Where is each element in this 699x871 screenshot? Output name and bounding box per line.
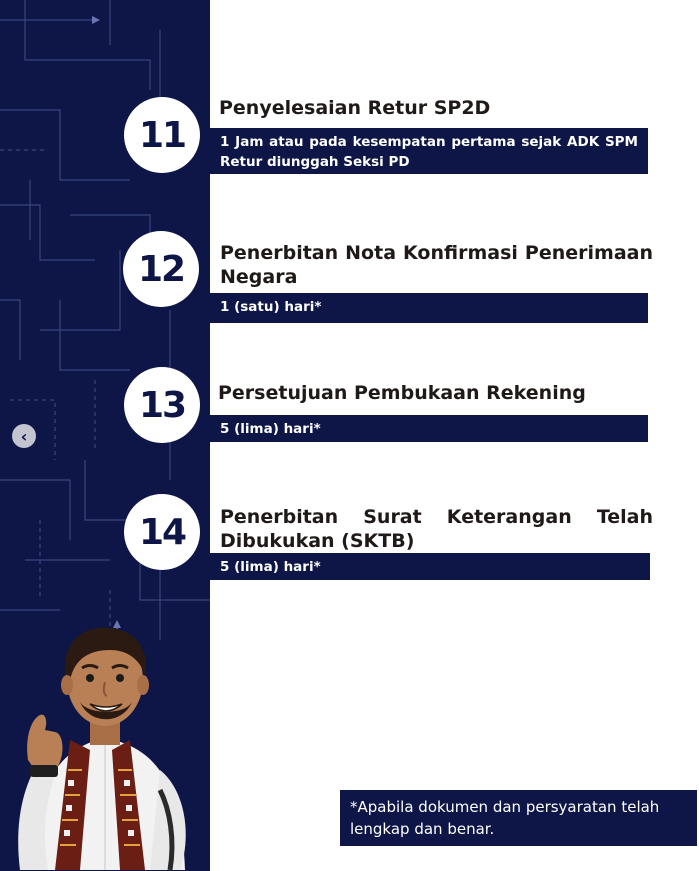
step-duration-bar: 5 (lima) hari*: [210, 553, 650, 580]
step-number-badge: 11: [124, 97, 200, 173]
step-title: Persetujuan Pembukaan Rekening: [218, 382, 586, 404]
step-number-badge: 12: [123, 231, 199, 307]
step-number-badge: 13: [124, 367, 200, 443]
step-number-badge: 14: [124, 494, 200, 570]
footnote-box: *Apabila dokumen dan persyaratan telah lengkap dan benar.: [340, 790, 697, 846]
thumbs-up-mascot-illustration: [10, 620, 195, 871]
previous-arrow-icon[interactable]: ‹: [12, 424, 36, 448]
step-title: Penerbitan Nota Konfirmasi Penerimaan Negara: [220, 242, 653, 288]
step-duration-bar: 1 (satu) hari*: [210, 293, 648, 323]
step-duration-bar: 5 (lima) hari*: [210, 415, 648, 442]
step-title: Penerbitan Surat Keterangan Telah Dibukukan (SKTB): [220, 506, 653, 552]
step-title: Penyelesaian Retur SP2D: [219, 97, 491, 119]
step-duration-bar: 1 Jam atau pada kesempatan pertama sejak ADK SPM Retur diunggah Seksi PD: [210, 128, 648, 174]
